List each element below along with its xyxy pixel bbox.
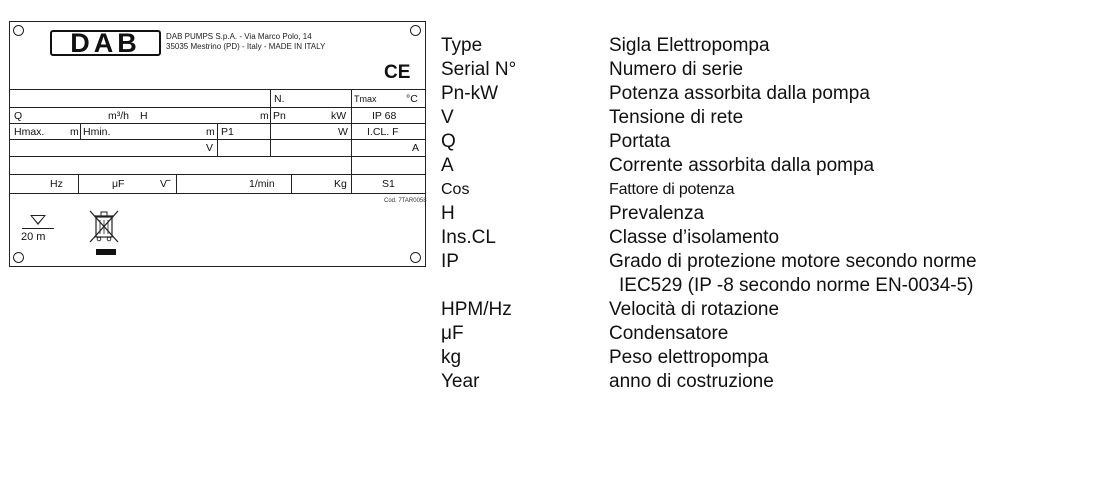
hmax-unit: m: [70, 126, 79, 138]
ce-mark: CE: [384, 62, 411, 83]
tmax-label: [354, 93, 377, 105]
dab-logo: [50, 27, 161, 58]
weight-unit: Kg: [334, 178, 347, 190]
manufacturer-address: [166, 32, 325, 52]
legend-term: Serial N°: [441, 59, 517, 80]
legend-term: Year: [441, 371, 480, 392]
nameplate: [9, 21, 426, 267]
legend-term: Q: [441, 131, 456, 152]
duty-s1: S1: [382, 178, 395, 190]
mounting-hole-bottom-left: [13, 252, 24, 263]
address-line-1: DAB PUMPS S.p.A. - Via Marco Polo, 14: [166, 32, 312, 41]
water-level-icon: [30, 215, 46, 225]
grid-line: [10, 156, 425, 157]
plate-code: Cod. 7TAR0058: [384, 198, 427, 204]
legend-term: H: [441, 203, 455, 224]
legend-term: Pn-kW: [441, 83, 498, 104]
weee-bar: [96, 249, 116, 255]
capacitor-unit: μF: [112, 178, 125, 190]
tmax-label-text: Tmax: [354, 94, 377, 104]
hmin-label: Hmin.: [83, 126, 111, 138]
legend-term: μF: [441, 323, 464, 344]
legend-desc: Corrente assorbita dalla pompa: [609, 155, 875, 176]
legend-desc: anno di costruzione: [609, 371, 774, 392]
head-h-unit: m: [260, 110, 269, 122]
legend-term: V: [441, 107, 454, 128]
max-depth-symbol: [20, 215, 60, 253]
serial-n-label: N.: [274, 93, 285, 105]
insulation-class: I.CL. F: [367, 126, 399, 138]
grid-line: [10, 89, 425, 90]
legend-desc: Prevalenza: [609, 203, 705, 224]
legend-term: Ins.CL: [441, 227, 496, 248]
mounting-hole-bottom-right: [410, 252, 421, 263]
legend-desc: Potenza assorbita dalla pompa: [609, 83, 870, 104]
grid-line: [176, 174, 177, 193]
grid-line: [10, 193, 425, 194]
max-depth-value: 20 m: [21, 231, 46, 243]
legend-term: HPM/Hz: [441, 299, 512, 320]
legend-desc: Peso elettropompa: [609, 347, 769, 368]
legend-term: A: [441, 155, 454, 176]
legend-desc: Classe d’isolamento: [609, 227, 780, 248]
dab-logo-text: DAB: [70, 27, 141, 58]
grid-line: [291, 174, 292, 193]
tmax-unit: °C: [406, 93, 418, 105]
weee-crossed-bin-icon: [87, 207, 121, 245]
speed-unit: 1/min: [249, 178, 275, 190]
grid-line: [270, 89, 271, 156]
p1-unit: W: [338, 126, 348, 138]
legend-term: IP: [441, 251, 459, 272]
mounting-hole-top-right: [410, 25, 421, 36]
current-unit: A: [412, 142, 420, 154]
legend-desc: Numero di serie: [609, 59, 744, 80]
pn-label: Pn: [273, 110, 286, 122]
voltage-unit: V: [206, 142, 214, 154]
legend-desc: Grado di protezione motore secondo norme: [609, 251, 977, 272]
legend-desc: Tensione di rete: [609, 107, 744, 128]
p1-label: P1: [221, 126, 234, 138]
grid-line: [78, 174, 79, 193]
legend-term: Type: [441, 35, 483, 56]
grid-line: [217, 123, 218, 156]
legend-desc: Portata: [609, 131, 671, 152]
hmin-unit: m: [206, 126, 215, 138]
hmax-label: Hmax.: [14, 126, 45, 138]
legend-desc: Fattore di potenza: [609, 181, 735, 198]
legend-desc: Velocità di rotazione: [609, 299, 780, 320]
flow-q-label: Q: [14, 110, 23, 122]
grid-line: [10, 174, 425, 175]
flow-q-unit: m³/h: [108, 110, 129, 122]
head-h-label: H: [140, 110, 148, 122]
legend-desc: Sigla Elettropompa: [609, 35, 770, 56]
legend-term: kg: [441, 347, 462, 368]
grid-line: [351, 89, 352, 193]
frequency-unit: Hz: [50, 178, 63, 190]
legend-term: Cos: [441, 181, 470, 198]
vac-unit: V˜: [160, 178, 171, 190]
legend-desc: Condensatore: [609, 323, 729, 344]
mounting-hole-top-left: [13, 25, 24, 36]
address-line-2: 35035 Mestrino (PD) - Italy - MADE IN ITALY: [166, 42, 326, 51]
grid-line: [10, 107, 425, 108]
legend-desc: IEC529 (IP -8 secondo norme EN-0034-5): [619, 275, 974, 296]
ip-rating: IP 68: [372, 110, 397, 122]
grid-line: [80, 123, 81, 139]
pn-unit: kW: [331, 110, 347, 122]
